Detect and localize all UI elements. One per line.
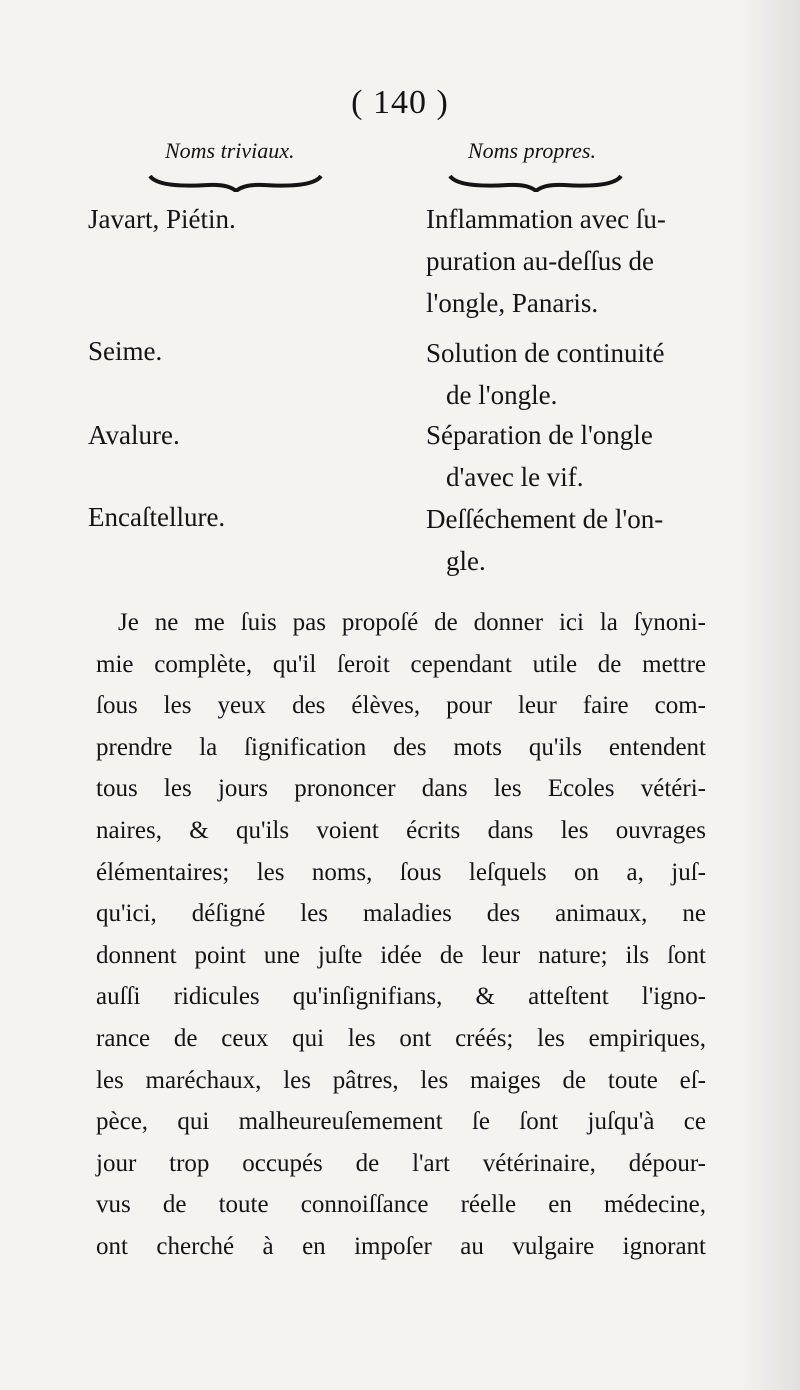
paragraph-line: mie complète, qu'il ſeroit cependant utile de mettre bbox=[96, 650, 706, 678]
paragraph-line: ſous les yeux des élèves, pour leur faire com- bbox=[96, 692, 706, 720]
paragraph-line: Je ne me ſuis pas propoſé de donner ici la ſynoni- bbox=[118, 609, 706, 636]
paragraph-line: ont cherché à en impoſer au vulgaire ignorant bbox=[96, 1232, 706, 1260]
proper-name-line: Inflammation avec ſu- bbox=[426, 204, 666, 234]
paragraph-line: vus de toute connoiſſance réelle en médecine, bbox=[96, 1191, 706, 1219]
paragraph-line: les maréchaux, les pâtres, les maiges de toute eſ- bbox=[96, 1066, 706, 1094]
brace-ornament-right bbox=[448, 170, 623, 192]
proper-name bbox=[426, 414, 716, 498]
paragraph-line: élémentaires; les noms, ſous leſquels on a, juſ- bbox=[96, 858, 706, 886]
paragraph-line: prendre la ſignification des mots qu'ils entendent bbox=[96, 733, 706, 761]
trivial-name: Javart, Piétin. bbox=[88, 204, 236, 234]
trivial-name: Seime. bbox=[88, 336, 163, 366]
proper-name bbox=[426, 332, 716, 416]
paragraph-line: naires, & qu'ils voient écrits dans les ouvrages bbox=[96, 816, 706, 844]
paragraph-line: auſſi ridicules qu'inſignifians, & atteſtent l'igno- bbox=[96, 983, 706, 1011]
proper-name-line: gle. bbox=[446, 546, 486, 576]
paragraph-line: rance de ceux qui les ont créés; les empiriques, bbox=[96, 1024, 706, 1052]
column-heading-trivial: Noms triviaux. bbox=[165, 138, 295, 163]
paragraph-line: tous les jours prononcer dans les Ecoles vétéri- bbox=[96, 775, 706, 803]
paragraph-line: pèce, qui malheureuſemement ſe ſont juſqu'à ce bbox=[96, 1108, 706, 1136]
page-edge-shadow bbox=[740, 0, 800, 1390]
proper-name-line: Séparation de l'ongle bbox=[426, 420, 653, 450]
paragraph-line: jour trop occupés de l'art vétérinaire, dépour- bbox=[96, 1149, 706, 1177]
proper-name bbox=[426, 198, 716, 324]
proper-name-line: d'avec le vif. bbox=[446, 462, 584, 492]
proper-name-line: de l'ongle. bbox=[446, 380, 558, 410]
proper-name-line: Deſſéchement de l'on- bbox=[426, 504, 664, 534]
paragraph-line: donnent point une juſte idée de leur nature; ils ſont bbox=[96, 941, 706, 969]
column-heading-proper: Noms propres. bbox=[468, 138, 596, 163]
trivial-name: Encaſtellure. bbox=[88, 502, 226, 532]
body-paragraph bbox=[96, 602, 706, 1268]
trivial-name: Avalure. bbox=[88, 420, 180, 450]
proper-name bbox=[426, 498, 716, 582]
proper-name-line: l'ongle, Panaris. bbox=[426, 288, 599, 318]
proper-name-line: puration au-deſſus de bbox=[426, 246, 654, 276]
proper-name-line: Solution de continuité bbox=[426, 338, 665, 368]
paragraph-line: qu'ici, déſigné les maladies des animaux, ne bbox=[96, 900, 706, 928]
brace-ornament-left bbox=[148, 170, 323, 192]
page-number: ( 140 ) bbox=[351, 84, 449, 121]
